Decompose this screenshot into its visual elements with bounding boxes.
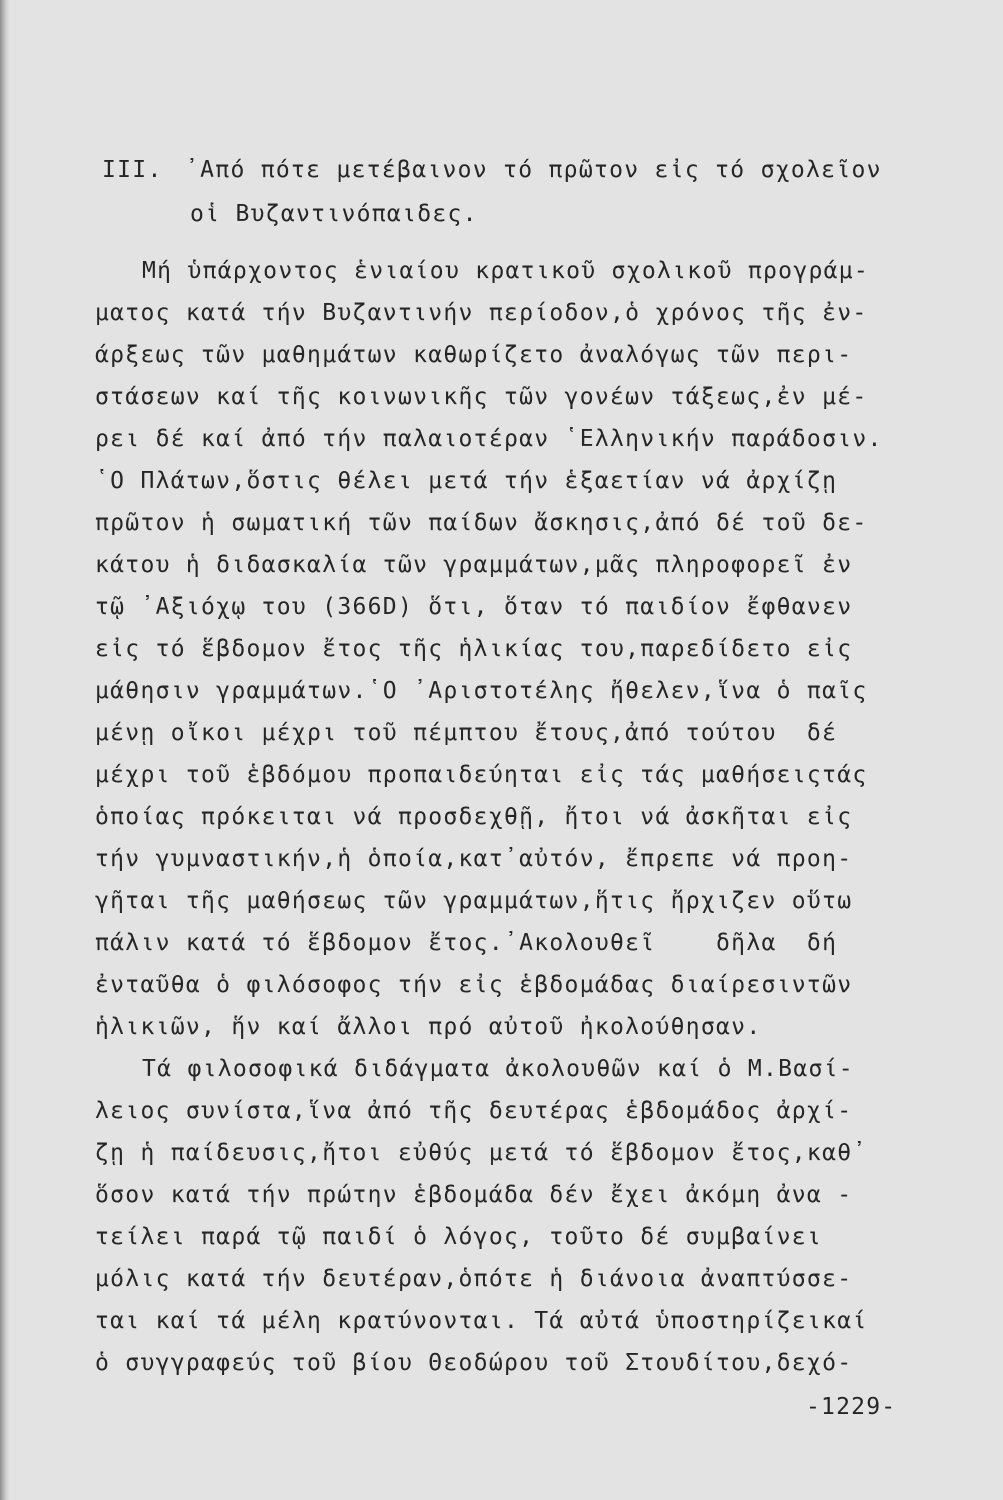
body-line: τήν γυμναστικήν,ἡ ὁποία,κατ᾿αὐτόν, ἔπρεπε νά προη- bbox=[95, 846, 853, 872]
body-line: ματος κατά τήν Βυζαντινήν περίοδον,ὁ χρόνος τῆς ἐν- bbox=[95, 300, 868, 326]
body-line: πρῶτον ἡ σωματική τῶν παίδων ἄσκησις,ἀπό δέ τοῦ δε- bbox=[95, 510, 868, 536]
body-line: ὅσον κατά τήν πρώτην ἑβδομάδα δέν ἔχει ἀκόμη ἀνα - bbox=[95, 1182, 853, 1208]
body-line: μέχρι τοῦ ἑβδόμου προπαιδεύηται εἰς τάς μαθήσειςτάς bbox=[95, 762, 868, 788]
body-line: ὁποίας πρόκειται νά προσδεχθῇ, ἤτοι νά ἀσκῆται εἰς bbox=[95, 804, 853, 830]
body-line: ῾Ο Πλάτων,ὅστις θέλει μετά τήν ἑξαετίαν νά ἀρχίζῃ bbox=[95, 468, 838, 494]
page-number: -1229- bbox=[806, 1394, 897, 1420]
body-line: γῆται τῆς μαθήσεως τῶν γραμμάτων,ἥτις ἤρχιζεν οὕτω bbox=[95, 888, 853, 914]
body-line: ται καί τά μέλη κρατύνονται. Τά αὐτά ὑποστηρίζεικαί bbox=[95, 1308, 868, 1334]
body-line: μάθησιν γραμμάτων.῾Ο ᾿Αριστοτέλης ἤθελεν,ἵνα ὁ παῖς bbox=[95, 678, 868, 704]
body-line: μένῃ οἴκοι μέχρι τοῦ πέμπτου ἔτους,ἀπό τούτου δέ bbox=[95, 720, 838, 746]
body-line: Τά φιλοσοφικά διδάγματα ἀκολουθῶν καί ὁ Μ.Βασί- bbox=[142, 1056, 854, 1082]
body-line: εἰς τό ἕβδομον ἔτος τῆς ἡλικίας του,παρεδίδετο εἰς bbox=[95, 636, 853, 662]
body-line: μόλις κατά τήν δευτέραν,ὁπότε ἡ διάνοια ἀναπτύσσε- bbox=[95, 1266, 853, 1292]
body-line: τείλει παρά τῷ παιδί ὁ λόγος, τοῦτο δέ συμβαίνει bbox=[95, 1224, 823, 1250]
body-line: ὁ συγγραφεύς τοῦ βίου Θεοδώρου τοῦ Στουδίτου,δεχό- bbox=[95, 1350, 853, 1376]
body-line: Μή ὑπάρχοντος ἑνιαίου κρατικοῦ σχολικοῦ προγράμ- bbox=[142, 258, 870, 284]
body-line: ἡλικιῶν, ἥν καί ἄλλοι πρό αὐτοῦ ἠκολούθησαν. bbox=[95, 1014, 762, 1040]
heading-line-2: οἱ Βυζαντινόπαιδες. bbox=[190, 201, 478, 227]
body-line: ρει δέ καί ἀπό τήν παλαιοτέραν ῾Ελληνικήν παράδοσιν. bbox=[95, 426, 883, 452]
heading-line-1: ᾿Από πότε μετέβαινον τό πρῶτον εἰς τό σχολεῖον bbox=[185, 157, 882, 183]
body-line: πάλιν κατά τό ἕβδομον ἔτος.᾿Ακολουθεῖ δῆλα δή bbox=[95, 930, 838, 956]
body-line: κάτου ἡ διδασκαλία τῶν γραμμάτων,μᾶς πληροφορεῖ ἐν bbox=[95, 552, 853, 578]
body-line: τῷ ᾿Αξιόχῳ του (366D) ὅτι, ὅταν τό παιδίον ἔφθανεν bbox=[95, 594, 853, 620]
body-line: ἐνταῦθα ὁ φιλόσοφος τήν εἰς ἑβδομάδας διαίρεσιντῶν bbox=[95, 972, 853, 998]
body-line: άρξεως τῶν μαθημάτων καθωρίζετο ἀναλόγως τῶν περι- bbox=[95, 342, 853, 368]
body-line: στάσεων καί τῆς κοινωνικῆς τῶν γονέων τάξεως,ἐν μέ- bbox=[95, 384, 868, 410]
body-line: λειος συνίστα,ἵνα ἀπό τῆς δευτέρας ἑβδομάδος ἀρχί- bbox=[95, 1098, 853, 1124]
body-line: ζῃ ἡ παίδευσις,ἤτοι εὐθύς μετά τό ἕβδομον ἔτος,καθ᾿ bbox=[95, 1140, 868, 1166]
heading-number: III. bbox=[102, 157, 163, 183]
